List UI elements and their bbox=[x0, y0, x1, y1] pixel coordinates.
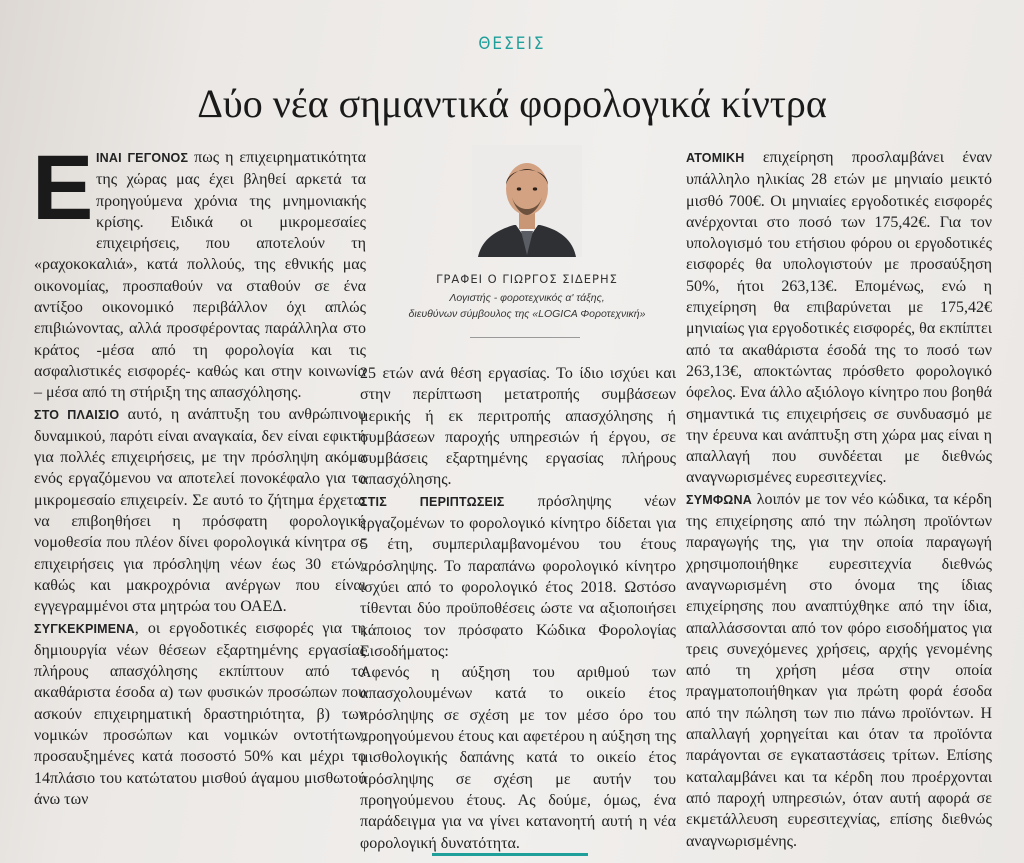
paragraph-lead: ΣΤΟ ΠΛΑΙΣΙΟ bbox=[34, 407, 120, 422]
paragraph-lead: ΣΤΙΣ ΠΕΡΙΠΤΩΣΕΙΣ bbox=[360, 494, 505, 509]
article-column-1 bbox=[32, 137, 367, 810]
paragraph-lead: ΣΥΓΚΕΚΡΙΜΕΝΑ bbox=[34, 621, 135, 636]
paragraph-2 bbox=[34, 404, 366, 618]
author-portrait-image bbox=[472, 145, 582, 257]
paragraph-5 bbox=[360, 491, 676, 662]
headline: Δύο νέα σημαντικά φορολογικά κίντρα bbox=[197, 81, 827, 126]
paragraph-lead: ΣΥΜΦΩΝΑ bbox=[686, 492, 752, 507]
paragraph-4 bbox=[360, 363, 676, 491]
paragraph-text: επιχείρηση προσλαμβάνει έναν υπάλληλο ηλικίας 28 ετών με μηνιαίο μεικτό μισθό 700€. Οι μηνιαίες εργοδοτικές εισφορές ανέρχονται στο ποσό των 175,42€. Για τον υπολογισμό του ετήσιου φόρου οι εργοδοτικές εισφορές θα υπολογιστούν με προσαύξηση 50%, ήτοι 263,13€. Επομένως, ενώ η επιχείρηση θα επιβαρύνεται με 175,42€ μηνιαίως για εργοδοτικές εισφορές, θα εκπίπτει από τα ακαθάριστα έσοδά της το ποσό των 263,13€, αποκτώντας πρόσθετο φορολογικό όφελος. Ενα άλλο αξιόλογο κίνητρο που βοηθά σημαντικά τις επιχειρήσεις σε συνδυασμό με την έρευνα και ανάπτυξη στη χώρα μας είναι η απαλλαγή που συνδέεται με διεθνώς αναγνωρισμένες ευρεσιτεχνίες. bbox=[686, 149, 992, 487]
paragraph-lead: ΙΝΑΙ ΓΕΓΟΝΟΣ bbox=[96, 151, 189, 165]
article-column-2 bbox=[360, 363, 676, 854]
paragraph-lead: ΑΤΟΜΙΚΗ bbox=[686, 151, 745, 165]
author-photo bbox=[472, 145, 582, 257]
credentials-line: διευθύνων σύμβουλος της «LOGICA Φοροτεχνική» bbox=[408, 308, 646, 320]
paragraph-text: 25 ετών ανά θέση εργασίας. Το ίδιο ισχύει και στην περίπτωση μετατροπής συμβάσεων μερικής ή εκ περιτροπής απασχόλησης ή συμβάσεων παροχής υπηρεσιών ή έργου, σε συμβάσεις εξαρτημένης εργασίας πλήρους απασχόλησης. bbox=[360, 365, 676, 489]
paragraph-text: αυτό, η ανάπτυξη του ανθρώπινου δυναμικού, παρότι είναι αναγκαία, δεν είναι εφικτή για πολλές επιχειρήσεις, με την πρόσληψη ακόμα ενός εργαζόμενου να αποτελεί πονοκέφαλο για το μικρομεσαίο επιχειρείν. Σε αυτό το ζήτημα έρχεται να επιβοηθήσει η πρόσφατη φορολογική νομοθεσία που πλέον δίνει φορολογικά κίνητρα σε επιχειρήσεις για πρόσληψη νέων έως 30 ετών, καθώς και μακροχρόνια ανέργων που είναι εγγεγραμμένοι στα μητρώα του ΟΑΕΔ. bbox=[34, 405, 367, 616]
paragraph-6 bbox=[360, 662, 676, 854]
footer-accent-rule bbox=[432, 853, 588, 856]
paragraph-3 bbox=[34, 618, 366, 811]
paragraph-text: , οι εργοδοτικές εισφορές για τη δημιουργία νέων θέσεων εξαρτημένης εργασίας πλήρους απασχόλησης εκπίπτουν από τα ακαθάριστα έσοδα α) των φυσικών προσώπων που ασκούν επιχειρηματική δραστηριότητα, β) των νομικών προσώπων και νομικών οντοτήτων, προσαυξημένες κατά ποσοστό 50% και μέχρι το 14πλάσιο του κατώτατου μισθού άγαμου μισθωτού άνω των bbox=[34, 619, 366, 808]
paragraph-text: πρόσληψης νέων εργαζομένων το φορολογικό κίνητρο δίδεται για 5 έτη, συμπεριλαμβανομένου του έτους πρόσληψης. Το παραπάνω φορολογικό κίνητρο ισχύει από το φορολογικό έτος 2018. Ωστόσο τίθενται δύο προϋποθέσεις ώστε να αξιοποιήσει κάποιος τον πρόσφατο Κώδικα Φορολογίας Εισοδήματος: bbox=[360, 492, 676, 660]
byline-divider bbox=[470, 337, 580, 338]
author-byline: ΓΡΑΦΕΙ Ο ΓΙΩΡΓΟΣ ΣΙΔΕΡΗΣ bbox=[436, 272, 618, 286]
author-credentials bbox=[382, 290, 672, 322]
credentials-line: Λογιστής - φοροτεχνικός α' τάξης, bbox=[449, 292, 605, 304]
paragraph-8 bbox=[686, 489, 992, 852]
paragraph-text: λοιπόν με τον νέο κώδικα, τα κέρδη της επιχείρησης από την πώληση προϊόντων παραγωγής της, για την οποία παραγωγή χρησιμοποιήθηκε ευρεσιτεχνία διεθνώς αναγνωρισμένη στο όνομα της ίδιας επιχείρησης που αναπτύχθηκε από την ίδια, απαλλάσσονται από τον φόρο εισοδήματος για τρεις συνεχόμενες χρήσεις, αρχής γενομένης από τη χρήση μέσα στην οποία πραγματοποιήθηκαν για πρώτη φορά έσοδα από την πώληση των πιο πάνω προϊόντων. Η απαλλαγή χορηγείται και όταν τα προϊόντα παράγονται σε εγκαταστάσεις τρίτων. Επίσης καταλαμβάνει και τα κέρδη που προέρχονται από παροχή υπηρεσιών, όταν αυτή αφορά σε εκμετάλλευση ευρεσιτεχνίας, επίσης διεθνώς αναγνωρισμένης. bbox=[686, 490, 992, 850]
paragraph-7 bbox=[686, 147, 992, 489]
section-label: ΘΕΣΕΙΣ bbox=[478, 34, 546, 54]
paragraph-text: Αφενός η αύξηση του αριθμού των απασχολουμένων κατά το οικείο έτος πρόσληψης σε σχέση με τον μέσο όρο του προηγούμενου έτους και αφετέρου η αύξηση της μισθολογικής δαπάνης κατά το οικείο έτος πρόσληψης σε σχέση με αυτήν του προηγούμενου έτους. Ας δούμε, όμως, ένα παράδειγμα για να γίνει κατανοητή αυτή η νέα φορολογική δυνατότητα. bbox=[360, 664, 676, 852]
paragraph-text: πως η επιχειρηματικότητα της χώρας μας έχει βληθεί αρκετά τα προηγούμενα χρόνια της μνημονιακής κρίσης. Ειδικά οι μικρομεσαίες επιχειρήσεις, που αποτελούν τη «ραχοκοκαλιά», κατά πολλούς, της εθνικής μας οικονομίας, προσπαθούν να σταθούν σε ένα αντίξοο οικονομικό περιβάλλον όχι απλώς επιβιώνοντας, αλλά προσφέροντας παράλληλα στο κράτος -μέσα από τη φορολογία και τις ασφαλιστικές εισφορές- καθώς και στην κοινωνία – μέσα από τη στήριξη της απασχόλησης. bbox=[34, 149, 366, 402]
drop-cap: Ε bbox=[32, 137, 94, 239]
article-column-3 bbox=[686, 147, 992, 852]
